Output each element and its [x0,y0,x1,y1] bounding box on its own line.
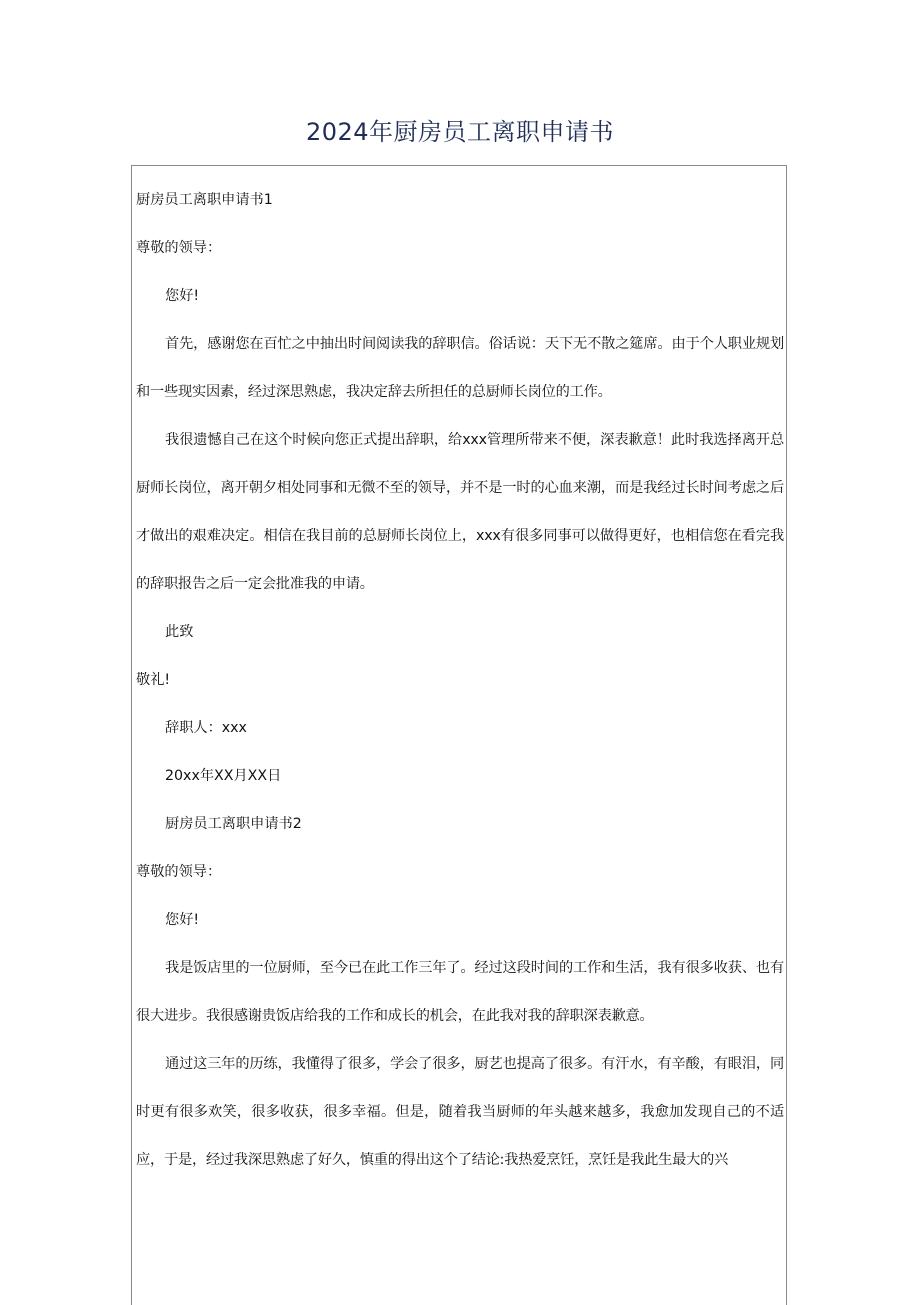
document-title: 2024年厨房员工离职申请书 [305,118,615,146]
letter-1 [136,186,784,790]
body-paragraph: 我是饭店里的一位厨师，至今已在此工作三年了。经过这段时间的工作和生活，我有很多收获、也有很大进步。我很感谢贵饭店给我的工作和成长的机会，在此我对我的辞职深表歉意。 [136,960,784,1024]
salutation: 尊敬的领导： [136,864,222,880]
letter-heading: 厨房员工离职申请书1 [136,192,273,208]
date: 20xx年XX月XX日 [165,768,282,784]
body-paragraph: 通过这三年的历练，我懂得了很多，学会了很多，厨艺也提高了很多。有汗水，有辛酸，有眼泪，同时更有很多欢笑，很多收获，很多幸福。但是，随着我当厨师的年头越来越多，我愈加发现自己的不适应，于是，经过我深思熟虑了好久，慎重的得出这个了结论:我热爱烹饪，烹饪是我此生最大的兴 [136,1056,784,1168]
body-paragraph: 首先，感谢您在百忙之中抽出时间阅读我的辞职信。俗话说：天下无不散之筵席。由于个人职业规划和一些现实因素，经过深思熟虑，我决定辞去所担任的总厨师长岗位的工作。 [136,336,784,400]
signature: 辞职人：xxx [165,720,247,736]
document-body [136,186,784,1174]
body-paragraph: 我很遗憾自己在这个时候向您正式提出辞职，给xxx管理所带来不便，深表歉意！此时我选择离开总厨师长岗位，离开朝夕相处同事和无微不至的领导，并不是一时的心血来潮，而是我经过长时间考虑之后才做出的艰难决定。相信在我目前的总厨师长岗位上，xxx有很多同事可以做得更好，也相信您在看完我的辞职报告之后一定会批准我的申请。 [136,432,784,592]
closing: 此致 [165,624,194,640]
greeting: 您好! [165,912,200,928]
regards: 敬礼! [136,672,171,688]
salutation: 尊敬的领导： [136,240,222,256]
letter-2 [136,810,784,1184]
letter-heading: 厨房员工离职申请书2 [165,816,302,832]
greeting: 您好! [165,288,200,304]
